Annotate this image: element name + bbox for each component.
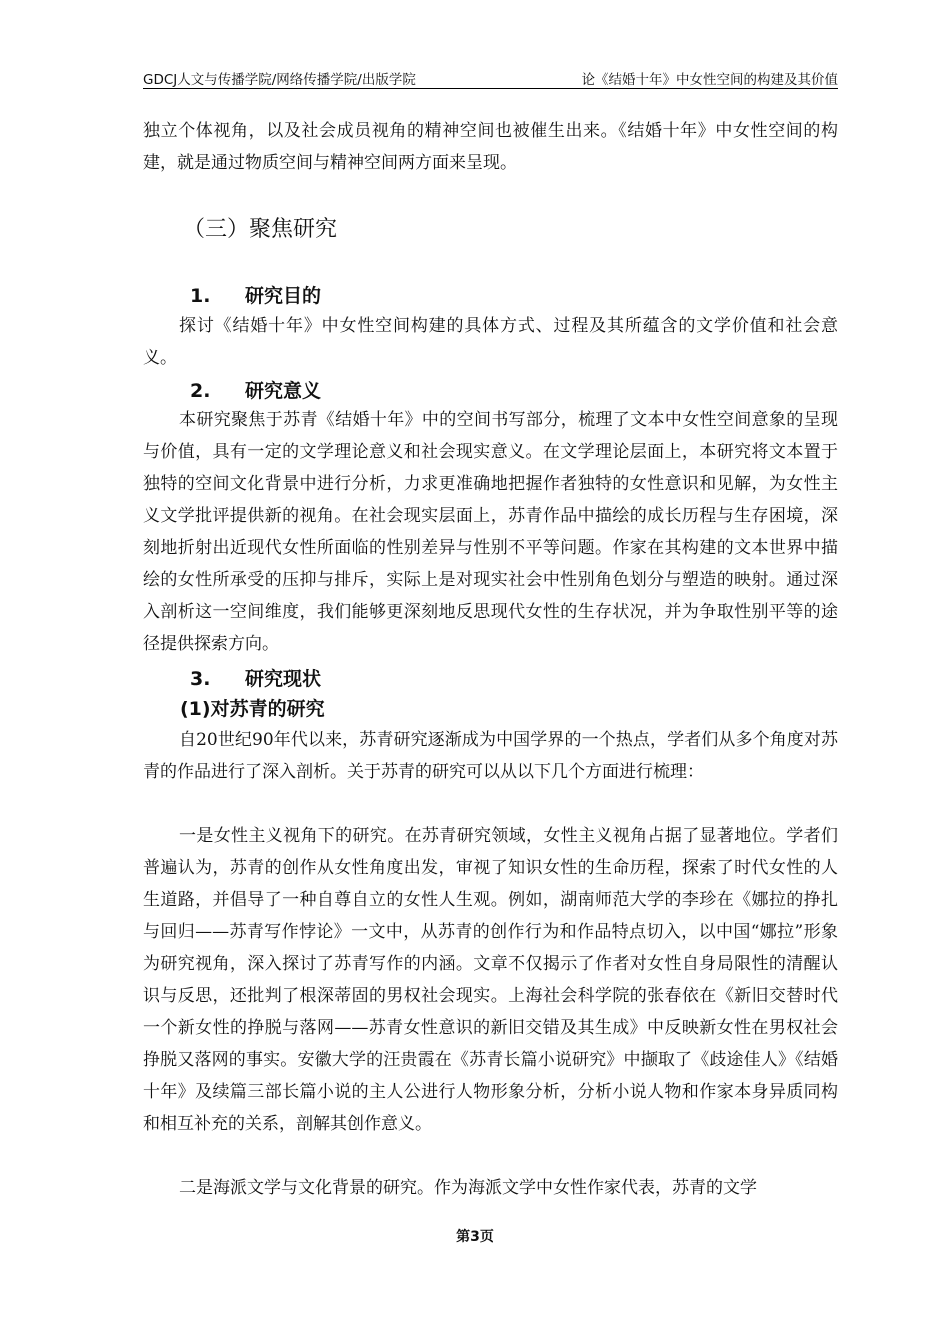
page-number: 第3页: [456, 1229, 494, 1245]
subsection-title: 研究目的: [245, 285, 322, 307]
subsection-heading-significance: [190, 376, 321, 403]
subsection-number: 2.: [190, 380, 211, 402]
subsection-number: 1.: [190, 285, 211, 307]
subsection-title: 研究现状: [245, 668, 322, 690]
significance-paragraph: 本研究聚焦于苏青《结婚十年》中的空间书写部分，梳理了文本中女性空间意象的呈现与价值，具有一定的文学理论意义和社会现实意义。在文学理论层面上，本研究将文本置于独特的空间文化背景中进行分析，力求更准确地把握作者独特的女性意识和见解，为女性主义文学批评提供新的视角。在社会现实层面上，苏青作品中描绘的成长历程与生存困境，深刻地折射出近现代女性所面临的性别差异与性别不平等问题。作家在其构建的文本世界中描绘的女性所承受的压抑与排斥，实际上是对现实社会中性别角色划分与塑造的映射。通过深入剖析这一空间维度，我们能够更深刻地反思现代女性的生存状况，并为争取性别平等的途径提供探索方向。: [143, 410, 838, 654]
header-paper-title: 论《结婚十年》中女性空间的构建及其价值: [581, 72, 838, 88]
purpose-paragraph: 探讨《结婚十年》中女性空间构建的具体方式、过程及其所蕴含的文学价值和社会意义。: [143, 316, 838, 368]
subsection-number: 3.: [190, 668, 211, 690]
status-paragraph-2: 一是女性主义视角下的研究。在苏青研究领域，女性主义视角占据了显著地位。学者们普遍认为，苏青的创作从女性角度出发，审视了知识女性的生命历程，探索了时代女性的人生道路，并倡导了一种自尊自立的女性人生观。例如，湖南师范大学的李珍在《娜拉的挣扎与回归——苏青写作悖论》一文中，从苏青的创作行为和作品特点切入，以中国“娜拉”形象为研究视角，深入探讨了苏青写作的内涵。文章不仅揭示了作者对女性自身局限性的清醒认识与反思，还批判了根深蒂固的男权社会现实。上海社会科学院的张春依在《新旧交替时代一个新女性的挣脱与落网——苏青女性意识的新旧交错及其生成》中反映新女性在男权社会挣脱又落网的事实。安徽大学的汪贵霞在《苏青长篇小说研究》中撷取了《歧途佳人》《结婚十年》及续篇三部长篇小说的主人公进行人物形象分析，分析小说人物和作家本身异质同构和相互补充的关系，剖解其创作意义。: [143, 826, 838, 1134]
subsection-heading-status: [190, 664, 321, 691]
status-paragraph-3: 二是海派文学与文化背景的研究。作为海派文学中女性作家代表，苏青的文学: [179, 1178, 757, 1198]
header-institution: GDCJ人文与传播学院/网络传播学院/出版学院: [143, 72, 416, 88]
subsection-heading-purpose: [190, 281, 321, 308]
section-heading: （三）聚焦研究: [183, 217, 338, 242]
subsection-title: 研究意义: [245, 380, 322, 402]
subsubsection-heading: (1)对苏青的研究: [180, 698, 325, 720]
status-paragraph-1: 自20世纪90年代以来，苏青研究逐渐成为中国学界的一个热点，学者们从多个角度对苏青的作品进行了深入剖析。关于苏青的研究可以从以下几个方面进行梳理：: [143, 730, 838, 782]
page-header: [143, 66, 838, 89]
intro-paragraph: 独立个体视角，以及社会成员视角的精神空间也被催生出来。《结婚十年》中女性空间的构建，就是通过物质空间与精神空间两方面来呈现。: [143, 121, 838, 173]
